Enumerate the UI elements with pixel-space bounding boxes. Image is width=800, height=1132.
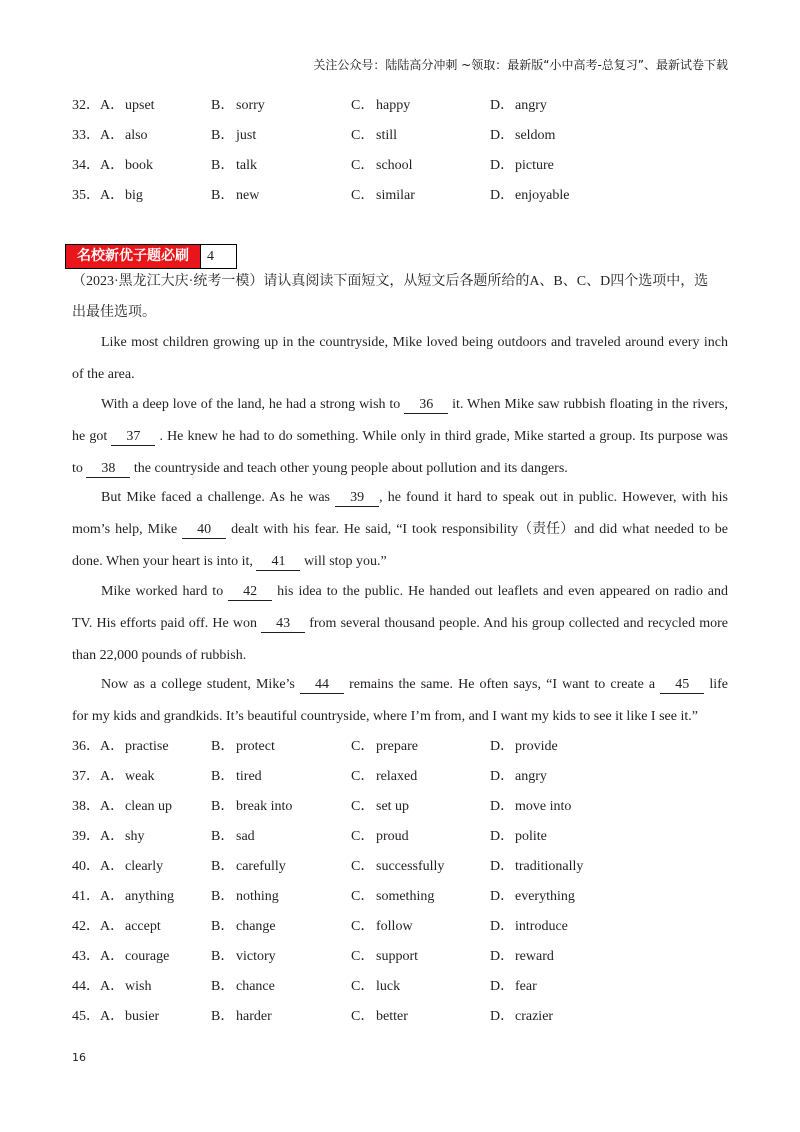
option-text: chance <box>236 979 275 994</box>
option-text: still <box>376 128 398 143</box>
option-a <box>100 156 153 176</box>
option-text: successfully <box>376 859 445 874</box>
passage-text: Mike worked hard to <box>101 583 229 599</box>
blank-number: 37 <box>111 429 155 446</box>
blank-number: 41 <box>256 554 300 571</box>
passage-text: the countryside and teach other young people about pollution and its dangers. <box>130 460 568 476</box>
option-text: crazier <box>515 1009 554 1024</box>
passage-text: , he found it hard to speak out in public. However, with his <box>379 490 728 505</box>
option-text: seldom <box>515 128 556 143</box>
option-b <box>211 977 275 997</box>
question-number: 42． <box>72 919 100 934</box>
option-a <box>100 767 155 787</box>
option-label: C． <box>351 1009 375 1024</box>
option-text: accept <box>125 919 161 934</box>
option-text: reward <box>515 949 554 964</box>
option-label: D． <box>490 949 515 964</box>
option-text: weak <box>125 769 155 784</box>
passage-line-content <box>101 490 728 505</box>
passage-text: But Mike faced a challenge. As he was <box>101 490 336 505</box>
blank-number: 40 <box>182 522 226 539</box>
option-text: better <box>376 1009 408 1024</box>
option-label: A． <box>100 889 125 904</box>
option-label: C． <box>351 188 375 203</box>
question-number: 36． <box>72 739 100 754</box>
option-d <box>490 947 554 967</box>
option-a <box>100 887 174 907</box>
option-a <box>100 96 155 116</box>
option-label: C． <box>351 128 375 143</box>
blank-number: 38 <box>86 461 130 478</box>
option-label: C． <box>351 859 375 874</box>
question-row <box>0 797 800 817</box>
option-b <box>211 1007 272 1027</box>
question-row <box>0 917 800 937</box>
passage-text: mom’s help, Mike <box>72 522 183 537</box>
option-c <box>351 947 418 967</box>
option-text: prepare <box>376 739 418 754</box>
option-text: also <box>125 128 148 143</box>
option-a <box>100 1007 159 1027</box>
option-text: polite <box>515 829 547 844</box>
header-promo-text: 关注公众号：陆陆高分冲刺 ~领取：最新版“小中高考-总复习”、最新试卷下载 <box>313 58 728 72</box>
option-label: C． <box>351 98 375 113</box>
option-d <box>490 1007 553 1027</box>
option-label: D． <box>490 889 515 904</box>
option-b <box>211 917 276 937</box>
option-label: A． <box>100 98 125 113</box>
option-label: A． <box>100 949 125 964</box>
option-label: C． <box>351 949 375 964</box>
passage-line <box>101 582 728 602</box>
option-a <box>100 947 169 967</box>
option-c <box>351 797 409 817</box>
option-label: A． <box>100 859 125 874</box>
passage-text: life <box>704 677 728 692</box>
option-b <box>211 767 262 787</box>
question-row <box>0 156 800 176</box>
option-text: relaxed <box>376 769 418 784</box>
option-text: something <box>376 889 435 904</box>
passage-line-content <box>72 367 135 382</box>
question-number: 38． <box>72 799 100 814</box>
option-label: C． <box>351 919 375 934</box>
passage-line-content <box>101 584 728 599</box>
option-d <box>490 737 558 757</box>
passage-line-content <box>72 648 246 663</box>
option-text: carefully <box>236 859 286 874</box>
passage-line-content <box>72 429 728 444</box>
option-label: D． <box>490 158 515 173</box>
option-label: C． <box>351 739 375 754</box>
passage-text: than 22,000 pounds of rubbish. <box>72 647 247 663</box>
option-d <box>490 186 569 206</box>
option-text: introduce <box>515 919 568 934</box>
passage-line <box>72 520 728 540</box>
section-tag-label: 名校新优子题必刷 <box>66 245 200 268</box>
question-row <box>0 947 800 967</box>
option-text: protect <box>236 739 275 754</box>
passage-text: Like most children growing up in the countryside, Mike loved being outdoors and traveled around every inch <box>101 335 728 350</box>
option-label: D． <box>490 1009 515 1024</box>
passage-line <box>72 707 728 727</box>
blank-number: 39 <box>335 490 379 507</box>
option-label: A． <box>100 829 125 844</box>
option-text: proud <box>376 829 409 844</box>
option-d <box>490 977 537 997</box>
option-text: victory <box>236 949 276 964</box>
option-text: luck <box>376 979 401 994</box>
passage-line <box>72 646 728 666</box>
option-label: A． <box>100 128 125 143</box>
option-text: sad <box>236 829 255 844</box>
passage-text: . He knew he had to do something. While only in third grade, Mike started a group. Its purpose was <box>155 428 729 444</box>
passage-line <box>101 333 728 353</box>
passage-line-content <box>101 335 728 350</box>
option-b <box>211 827 255 847</box>
option-label: D． <box>490 919 515 934</box>
option-text: clearly <box>125 859 164 874</box>
option-text: anything <box>125 889 174 904</box>
passage-text: done. When your heart is into it, <box>72 554 257 569</box>
option-text: talk <box>236 158 257 173</box>
option-text: angry <box>515 769 547 784</box>
option-c <box>351 767 417 787</box>
option-text: new <box>236 188 260 203</box>
option-label: B． <box>211 128 235 143</box>
option-text: picture <box>515 158 554 173</box>
option-b <box>211 857 286 877</box>
option-b <box>211 186 259 206</box>
option-label: B． <box>211 1009 235 1024</box>
blank-number: 45 <box>660 677 704 694</box>
option-text: follow <box>376 919 413 934</box>
option-c <box>351 126 397 146</box>
passage-line-content <box>72 709 698 724</box>
option-label: D． <box>490 739 515 754</box>
option-label: D． <box>490 769 515 784</box>
option-text: similar <box>376 188 415 203</box>
option-b <box>211 156 257 176</box>
option-c <box>351 917 413 937</box>
passage-line-content <box>72 522 728 537</box>
passage-line-content <box>72 554 387 569</box>
option-label: B． <box>211 98 235 113</box>
option-text: just <box>236 128 257 143</box>
option-label: C． <box>351 158 375 173</box>
option-text: wish <box>125 979 152 994</box>
option-label: D． <box>490 979 515 994</box>
option-label: A． <box>100 188 125 203</box>
passage-text: Now as a college student, Mike’s <box>101 677 300 692</box>
option-a <box>100 977 151 997</box>
passage-line <box>72 614 728 634</box>
passage-text: remains the same. He often says, “I want to create a <box>343 677 661 692</box>
option-label: B． <box>211 158 235 173</box>
option-d <box>490 887 575 907</box>
question-number: 33． <box>72 128 100 143</box>
passage-line <box>72 459 728 479</box>
option-text: everything <box>515 889 575 904</box>
option-text: enjoyable <box>515 188 570 203</box>
passage-text: from several thousand people. And his group collected and recycled more <box>305 615 728 631</box>
passage-line-content <box>101 677 728 692</box>
option-label: C． <box>351 799 375 814</box>
option-label: D． <box>490 859 515 874</box>
option-label: B． <box>211 769 235 784</box>
option-label: A． <box>100 799 125 814</box>
option-text: practise <box>125 739 169 754</box>
question-number: 32． <box>72 98 100 113</box>
option-text: courage <box>125 949 170 964</box>
option-b <box>211 947 276 967</box>
option-c <box>351 737 418 757</box>
option-text: shy <box>125 829 145 844</box>
passage-text: will stop you.” <box>300 554 387 569</box>
option-label: B． <box>211 188 235 203</box>
option-text: fear <box>515 979 537 994</box>
question-row <box>0 857 800 877</box>
option-label: B． <box>211 739 235 754</box>
option-c <box>351 857 444 877</box>
blank-number: 44 <box>300 677 344 694</box>
option-text: provide <box>515 739 558 754</box>
option-label: A． <box>100 739 125 754</box>
option-label: C． <box>351 829 375 844</box>
passage-text: he got <box>72 428 112 444</box>
question-number: 34． <box>72 158 100 173</box>
passage-line <box>72 427 728 447</box>
option-a <box>100 827 144 847</box>
option-d <box>490 827 547 847</box>
passage-text: dealt with his fear. He said, “I took responsibility（责任）and did what needed to be <box>226 522 728 537</box>
option-d <box>490 767 547 787</box>
option-a <box>100 857 163 877</box>
option-text: sorry <box>236 98 265 113</box>
passage-line-content <box>72 616 728 631</box>
passage-line <box>101 488 728 508</box>
option-a <box>100 126 148 146</box>
page-number: 16 <box>72 1051 86 1064</box>
option-label: C． <box>351 979 375 994</box>
option-a <box>100 737 169 757</box>
option-c <box>351 1007 408 1027</box>
option-d <box>490 857 583 877</box>
option-text: nothing <box>236 889 279 904</box>
option-text: happy <box>376 98 411 113</box>
option-c <box>351 827 409 847</box>
option-label: C． <box>351 889 375 904</box>
option-c <box>351 96 410 116</box>
option-d <box>490 96 547 116</box>
option-text: busier <box>125 1009 160 1024</box>
question-number: 45． <box>72 1009 100 1024</box>
option-label: B． <box>211 919 235 934</box>
option-c <box>351 887 434 907</box>
option-b <box>211 126 256 146</box>
passage-line <box>101 395 728 415</box>
option-text: angry <box>515 98 547 113</box>
passage-text: of the area. <box>72 367 135 382</box>
question-number: 41． <box>72 889 100 904</box>
section-tag <box>65 244 237 269</box>
option-text: change <box>236 919 276 934</box>
passage-line <box>101 675 728 695</box>
option-d <box>490 797 571 817</box>
option-text: harder <box>236 1009 272 1024</box>
question-row <box>0 737 800 757</box>
question-row <box>0 1007 800 1027</box>
option-label: A． <box>100 158 125 173</box>
option-label: B． <box>211 859 235 874</box>
question-number: 37． <box>72 769 100 784</box>
option-b <box>211 797 292 817</box>
section-tag-number: 4 <box>200 245 236 268</box>
option-label: B． <box>211 949 235 964</box>
question-row <box>0 887 800 907</box>
option-a <box>100 186 143 206</box>
option-d <box>490 917 568 937</box>
option-label: B． <box>211 829 235 844</box>
question-row <box>0 977 800 997</box>
option-d <box>490 126 555 146</box>
passage-line <box>72 365 728 385</box>
passage-text: it. When Mike saw rubbish floating in the rivers, <box>448 396 728 412</box>
option-c <box>351 186 415 206</box>
passage-line-content <box>72 461 568 476</box>
option-label: C． <box>351 769 375 784</box>
question-row <box>0 186 800 206</box>
blank-number: 42 <box>228 584 272 601</box>
passage-text: his idea to the public. He handed out leaflets and even appeared on radio and <box>272 583 728 599</box>
passage-text: for my kids and grandkids. It’s beautiful countryside, where I’m from, and I want my kids to see it like I see it.” <box>72 709 698 724</box>
question-number: 44． <box>72 979 100 994</box>
option-label: A． <box>100 769 125 784</box>
passage-line-content <box>101 397 728 412</box>
option-label: B． <box>211 889 235 904</box>
option-text: book <box>125 158 153 173</box>
option-text: traditionally <box>515 859 584 874</box>
option-label: D． <box>490 98 515 113</box>
option-label: B． <box>211 979 235 994</box>
option-text: break into <box>236 799 293 814</box>
passage-text: to <box>72 460 87 476</box>
question-number: 35． <box>72 188 100 203</box>
question-number: 39． <box>72 829 100 844</box>
blank-number: 36 <box>404 397 448 414</box>
question-row <box>0 126 800 146</box>
option-label: A． <box>100 979 125 994</box>
option-label: D． <box>490 799 515 814</box>
passage-text: With a deep love of the land, he had a strong wish to <box>101 396 405 412</box>
question-row <box>0 767 800 787</box>
instructions-line: 出最佳选项。 <box>72 305 156 320</box>
passage-text: TV. His efforts paid off. He won <box>72 615 262 631</box>
option-a <box>100 917 161 937</box>
passage-line <box>72 552 728 572</box>
option-text: set up <box>376 799 410 814</box>
option-d <box>490 156 554 176</box>
option-label: D． <box>490 829 515 844</box>
question-row <box>0 96 800 116</box>
option-text: clean up <box>125 799 173 814</box>
option-c <box>351 977 400 997</box>
question-row <box>0 827 800 847</box>
instructions-line: （2023·黑龙江大庆·统考一模）请认真阅读下面短文，从短文后各题所给的A、B、C、D四个选项中，选 <box>72 274 709 289</box>
option-b <box>211 887 279 907</box>
blank-number: 43 <box>261 616 305 633</box>
option-text: upset <box>125 98 155 113</box>
option-text: support <box>376 949 418 964</box>
option-text: tired <box>236 769 262 784</box>
question-number: 40． <box>72 859 100 874</box>
option-label: A． <box>100 1009 125 1024</box>
option-text: move into <box>515 799 572 814</box>
question-number: 43． <box>72 949 100 964</box>
option-b <box>211 96 265 116</box>
option-a <box>100 797 172 817</box>
option-label: B． <box>211 799 235 814</box>
option-label: A． <box>100 919 125 934</box>
option-label: D． <box>490 188 515 203</box>
option-b <box>211 737 275 757</box>
option-c <box>351 156 413 176</box>
option-label: D． <box>490 128 515 143</box>
option-text: big <box>125 188 143 203</box>
option-text: school <box>376 158 413 173</box>
